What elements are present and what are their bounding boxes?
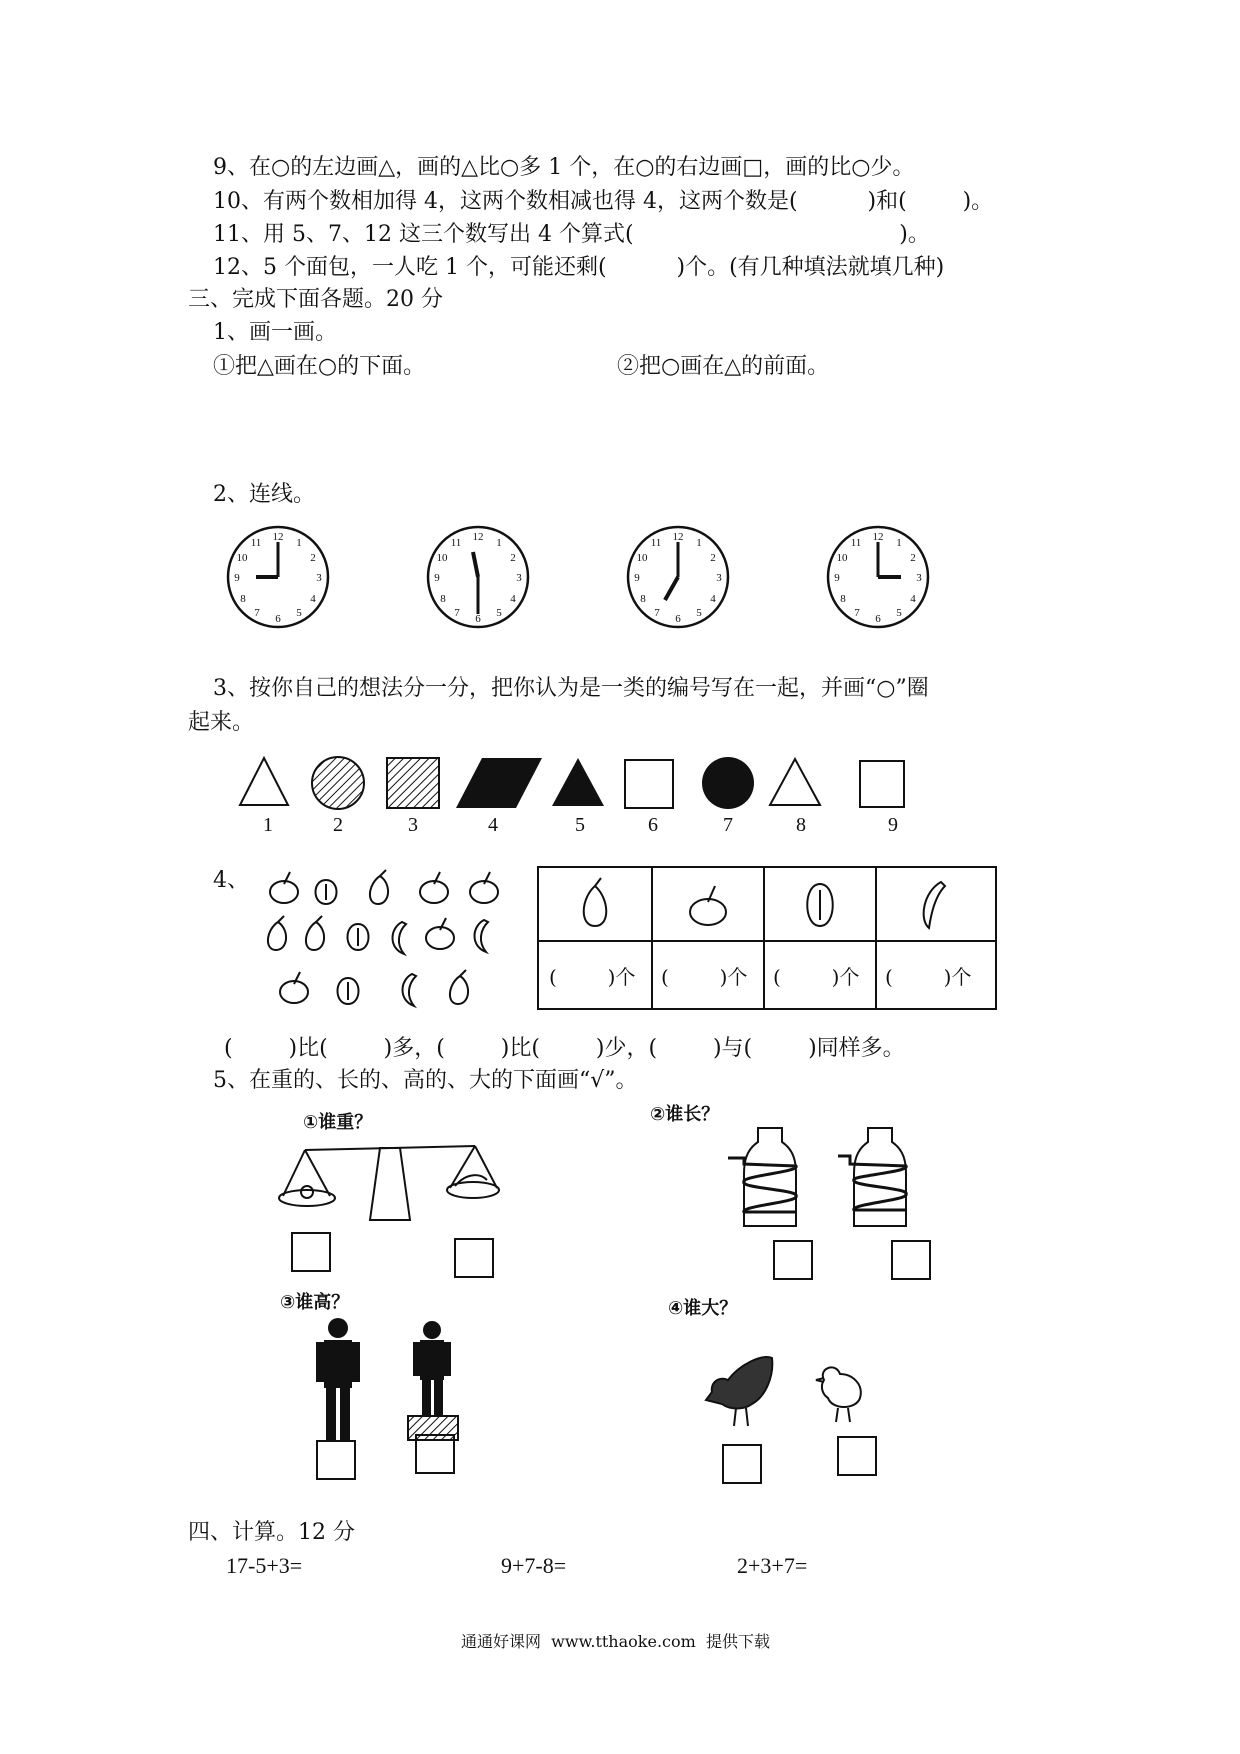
answer-box-tall-left[interactable] — [316, 1440, 356, 1480]
svg-text:10: 10 — [636, 552, 648, 564]
square-shape-2 — [860, 761, 904, 807]
svg-text:7: 7 — [854, 607, 860, 619]
shape-label-8: 8 — [796, 814, 806, 836]
answer-box-big-right[interactable] — [837, 1436, 877, 1476]
answer-box-long-left[interactable] — [773, 1240, 813, 1280]
count-cell-4: ( )个 — [885, 965, 972, 989]
shape-label-6: 6 — [648, 814, 658, 836]
shape-label-7: 7 — [723, 814, 733, 836]
banana-icon — [913, 878, 953, 932]
svg-text:12: 12 — [272, 531, 284, 543]
fruit-count-table — [537, 866, 997, 1010]
shape-label-3: 3 — [408, 814, 418, 836]
answer-box-heavy-left[interactable] — [291, 1232, 331, 1272]
q5-sub-3: ③谁高？ — [280, 1292, 350, 1313]
triangle-shape-2 — [770, 759, 820, 805]
svg-text:3: 3 — [716, 572, 722, 584]
clock-2-icon — [423, 522, 533, 632]
q3-text-line2: 起来。 — [188, 710, 255, 735]
svg-text:9: 9 — [834, 572, 840, 584]
count-cell-3: ( )个 — [773, 965, 860, 989]
square-shape — [625, 760, 673, 808]
svg-text:3: 3 — [916, 572, 922, 584]
svg-text:8: 8 — [240, 593, 246, 605]
svg-text:11: 11 — [650, 537, 662, 549]
answer-box-long-right[interactable] — [891, 1240, 931, 1280]
hen-chick-icon — [700, 1352, 880, 1432]
section-4-heading: 四、计算。12 分 — [188, 1520, 355, 1545]
svg-text:4: 4 — [510, 593, 516, 605]
svg-text:5: 5 — [296, 607, 302, 619]
svg-text:1: 1 — [296, 537, 302, 549]
svg-text:12: 12 — [672, 531, 684, 543]
footer-credit: 通通好课网 www.tthaoke.com 提供下载 — [461, 1632, 770, 1651]
svg-text:2: 2 — [310, 552, 316, 564]
svg-text:4: 4 — [310, 593, 316, 605]
clock-4-icon — [823, 522, 933, 632]
q3-text-line1: 3、按你自己的想法分一分，把你认为是一类的编号写在一起，并画“○”圈 — [213, 676, 929, 701]
q4-title: 4、 — [213, 868, 249, 893]
apple-icon — [685, 882, 731, 928]
peach-icon — [799, 880, 841, 930]
svg-text:1: 1 — [496, 537, 502, 549]
pear-icon — [575, 878, 615, 932]
q5-sub-4: ④谁大？ — [668, 1298, 738, 1319]
section-3-heading: 三、完成下面各题。20 分 — [188, 287, 443, 312]
svg-text:6: 6 — [875, 613, 881, 625]
svg-text:9: 9 — [434, 572, 440, 584]
svg-text:8: 8 — [440, 593, 446, 605]
svg-text:6: 6 — [275, 613, 281, 625]
shape-label-5: 5 — [575, 814, 585, 836]
svg-text:5: 5 — [696, 607, 702, 619]
svg-text:2: 2 — [910, 552, 916, 564]
q1-part-b: ②把○画在△的前面。 — [617, 354, 830, 379]
shape-label-4: 4 — [488, 814, 498, 836]
filled-triangle-shape — [552, 758, 604, 806]
svg-text:1: 1 — [896, 537, 902, 549]
svg-text:11: 11 — [450, 537, 462, 549]
svg-text:5: 5 — [496, 607, 502, 619]
svg-text:7: 7 — [654, 607, 660, 619]
shape-label-2: 2 — [333, 814, 343, 836]
svg-text:2: 2 — [710, 552, 716, 564]
svg-text:12: 12 — [872, 531, 884, 543]
svg-text:2: 2 — [510, 552, 516, 564]
count-cell-2: ( )个 — [661, 965, 748, 989]
fruit-pile-icon — [262, 870, 512, 1020]
svg-text:9: 9 — [634, 572, 640, 584]
svg-text:12: 12 — [472, 531, 484, 543]
svg-text:5: 5 — [896, 607, 902, 619]
calc-problem-3: 2+3+7= — [737, 1553, 808, 1578]
triangle-shape — [240, 758, 288, 805]
shape-row — [230, 753, 1030, 813]
parallelogram-shape — [456, 758, 542, 808]
balance-scale-icon — [275, 1138, 500, 1228]
q2-title: 2、连线。 — [213, 482, 315, 507]
q4-compare: ( )比( )多，( )比( )少，( )与( )同样多。 — [224, 1036, 905, 1061]
filled-circle-shape — [702, 757, 754, 809]
svg-text:11: 11 — [850, 537, 862, 549]
calc-problem-2: 9+7-8= — [501, 1553, 567, 1578]
q5-title: 5、在重的、长的、高的、大的下面画“√”。 — [213, 1068, 638, 1093]
svg-text:7: 7 — [454, 607, 460, 619]
svg-text:10: 10 — [836, 552, 848, 564]
shape-label-9: 9 — [888, 814, 898, 836]
question-10: 10、有两个数相加得 4，这两个数相减也得 4，这两个数是( )和( )。 — [213, 189, 994, 214]
svg-text:3: 3 — [316, 572, 322, 584]
answer-box-tall-right[interactable] — [415, 1434, 455, 1474]
answer-box-big-left[interactable] — [722, 1444, 762, 1484]
hatched-circle-shape — [312, 757, 364, 809]
clock-3-icon — [623, 522, 733, 632]
bottles-rope-icon — [720, 1122, 930, 1232]
svg-text:3: 3 — [516, 572, 522, 584]
answer-box-heavy-right[interactable] — [454, 1238, 494, 1278]
question-11: 11、用 5、7、12 这三个数写出 4 个算式( )。 — [213, 222, 930, 247]
svg-text:4: 4 — [710, 593, 716, 605]
svg-text:8: 8 — [640, 593, 646, 605]
svg-text:6: 6 — [475, 613, 481, 625]
q1-part-a: ①把△画在○的下面。 — [213, 354, 426, 379]
q5-sub-1: ①谁重？ — [303, 1112, 373, 1133]
question-9: 9、在○的左边画△，画的△比○多 1 个，在○的右边画□，画的比○少。 — [213, 155, 915, 180]
shape-label-1: 1 — [263, 814, 273, 836]
q5-sub-2: ②谁长？ — [650, 1104, 720, 1125]
svg-text:6: 6 — [675, 613, 681, 625]
question-12: 12、5 个面包，一人吃 1 个，可能还剩( )个。(有几种填法就填几种) — [213, 255, 945, 280]
q1-title: 1、画一画。 — [213, 320, 337, 345]
calc-problem-1: 17-5+3= — [226, 1553, 303, 1578]
svg-text:11: 11 — [250, 537, 262, 549]
svg-text:10: 10 — [436, 552, 448, 564]
svg-text:1: 1 — [696, 537, 702, 549]
svg-text:4: 4 — [910, 593, 916, 605]
svg-text:9: 9 — [234, 572, 240, 584]
count-cell-1: ( )个 — [549, 965, 636, 989]
hatched-square-shape — [387, 758, 439, 808]
svg-text:8: 8 — [840, 593, 846, 605]
svg-text:10: 10 — [236, 552, 248, 564]
svg-text:7: 7 — [254, 607, 260, 619]
clock-1-icon — [223, 522, 333, 632]
